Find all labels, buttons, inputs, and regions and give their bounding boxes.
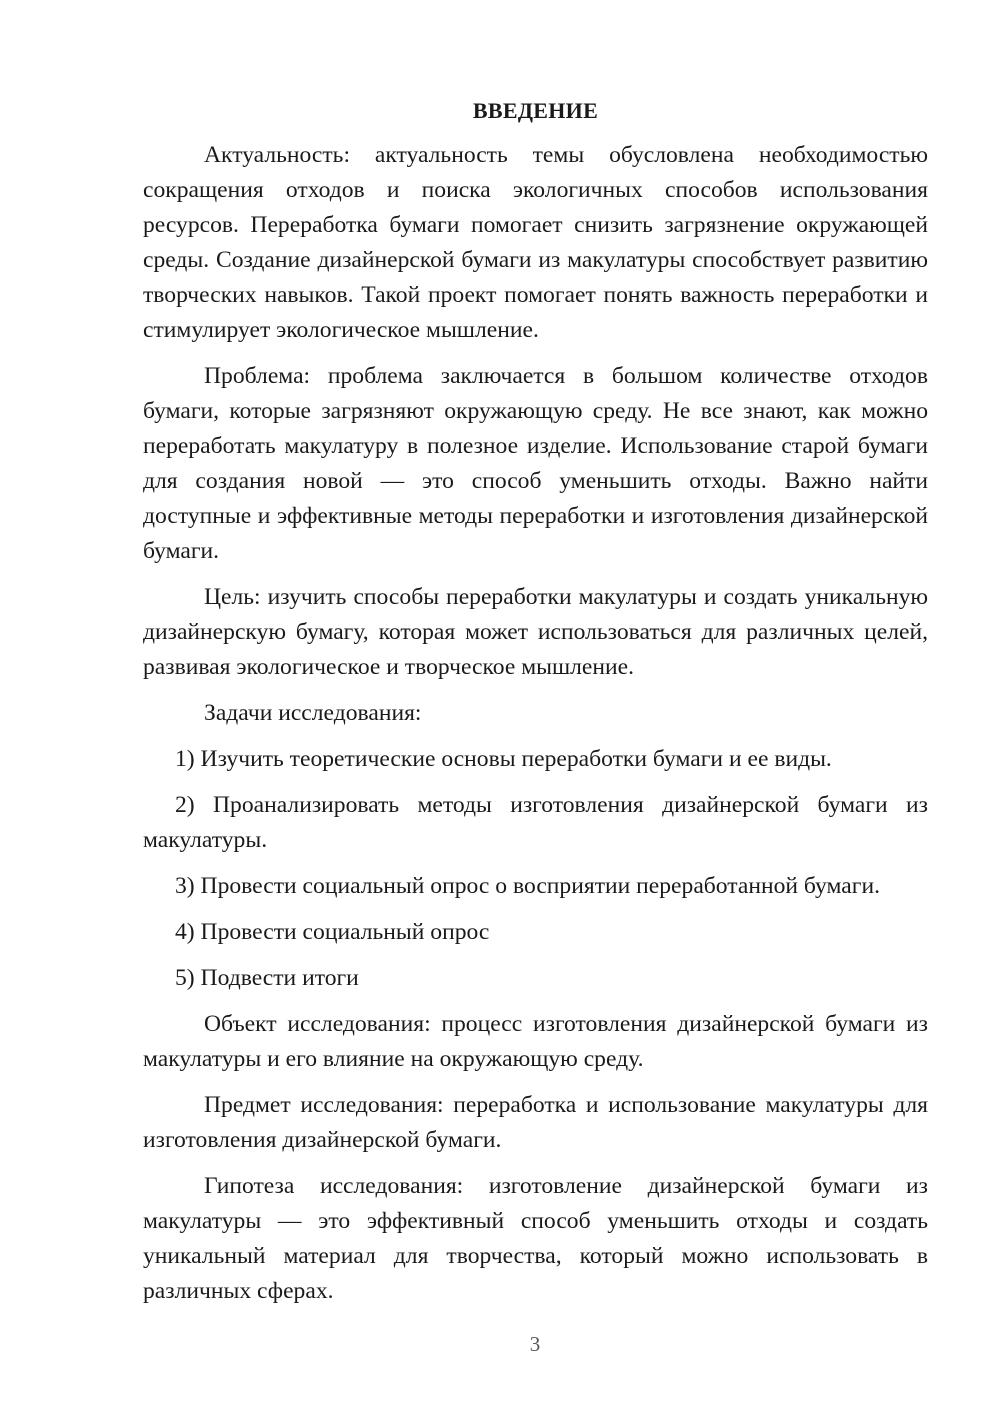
task-item: 1) Изучить теоретические основы переработки бумаги и ее виды. (175, 746, 832, 772)
page-content (143, 93, 928, 1320)
paragraph-hypothesis: Гипотеза исследования: изготовление дизайнерской бумаги из макулатуры — это эффективный способ уменьшить отходы и создать уникальный материал для творчества, который можно использовать в различных сферах. (143, 1173, 928, 1304)
paragraph-relevance: Актуальность: актуальность темы обусловлена необходимостью сокращения отходов и поиска экологичных способов использования ресурсов. Переработка бумаги помогает снизить загрязнение окружающей среды. Создание дизайнерской бумаги из макулатуры способствует развитию творческих навыков. Такой проект помогает понять важность переработки и стимулирует экологическое мышление. (143, 142, 928, 343)
task-item: 5) Подвести итоги (175, 965, 359, 991)
paragraph-goal: Цель: изучить способы переработки макулатуры и создать уникальную дизайнерскую бумагу, которая может использоваться для различных целей, развивая экологическое и творческое мышление. (143, 584, 928, 680)
task-item: 3) Провести социальный опрос о восприятии переработанной бумаги. (175, 873, 880, 899)
task-item: 2) Проанализировать методы изготовления дизайнерской бумаги из макулатуры. (143, 792, 928, 853)
page-number: 3 (529, 1332, 541, 1356)
task-item: 4) Провести социальный опрос (175, 919, 490, 945)
tasks-heading: Задачи исследования: (204, 700, 422, 726)
paragraph-object: Объект исследования: процесс изготовления дизайнерской бумаги из макулатуры и его влияние на окружающую среду. (143, 1011, 928, 1072)
page-title: ВВЕДЕНИЕ (472, 98, 599, 123)
paragraph-problem: Проблема: проблема заключается в большом количестве отходов бумаги, которые загрязняют окружающую среду. Не все знают, как можно переработать макулатуру в полезное изделие. Использование старой бумаги для создания новой — это способ уменьшить отходы. Важно найти доступные и эффективные методы переработки и изготовления дизайнерской бумаги. (143, 363, 928, 564)
tasks-list (143, 742, 928, 996)
paragraph-subject: Предмет исследования: переработка и использование макулатуры для изготовления дизайнерской бумаги. (143, 1092, 928, 1153)
